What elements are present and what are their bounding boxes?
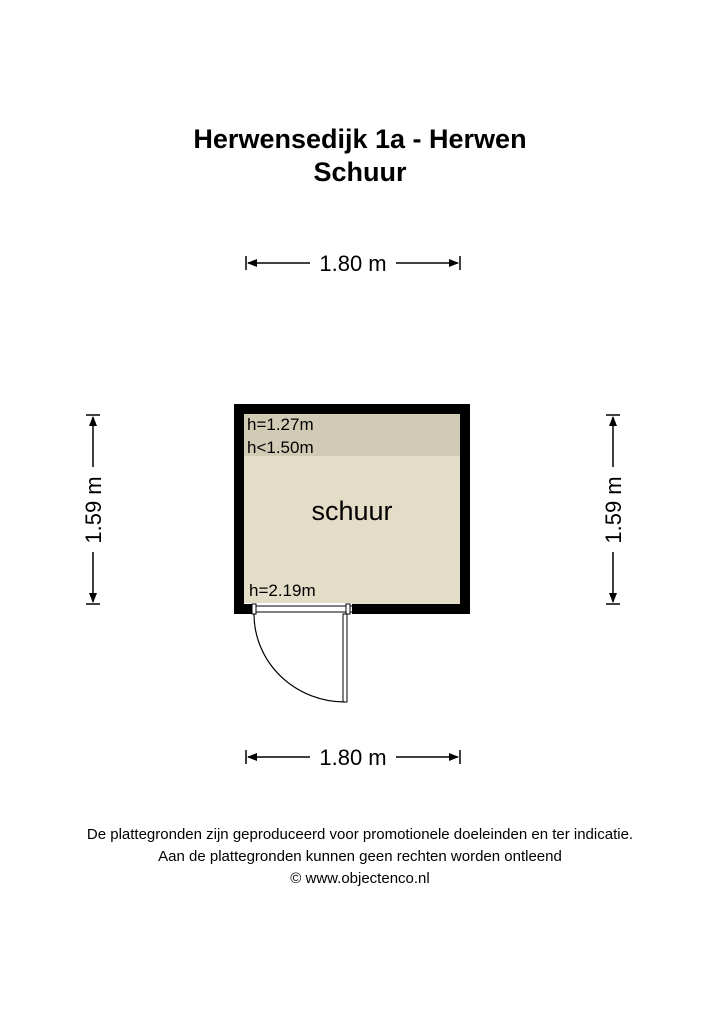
height-label-2: h<1.50m bbox=[247, 438, 314, 457]
door-opening bbox=[244, 603, 352, 615]
top-width-label: 1.80 m bbox=[319, 251, 387, 276]
copyright-line: © www.objectenco.nl bbox=[290, 870, 430, 887]
left-height-label: 1.59 m bbox=[81, 476, 106, 544]
room-schuur bbox=[234, 404, 470, 702]
door bbox=[254, 614, 347, 702]
door-swing-arc bbox=[254, 614, 345, 702]
plan-title: Herwensedijk 1a - Herwen bbox=[193, 124, 527, 154]
bottom-width-label: 1.80 m bbox=[319, 745, 387, 770]
bottom-dimension bbox=[246, 745, 460, 770]
disclaimer-line-1: De plattegronden zijn geproduceerd voor promotionele doeleinden en ter indicatie. bbox=[86, 826, 634, 843]
door-leaf bbox=[343, 614, 347, 702]
disclaimer-line-2: Aan de plattegronden kunnen geen rechten worden ontleend bbox=[158, 848, 562, 865]
top-dimension bbox=[246, 251, 460, 276]
left-dimension bbox=[81, 415, 106, 604]
right-height-label: 1.59 m bbox=[601, 476, 626, 544]
plan-subtitle: Schuur bbox=[313, 157, 407, 187]
room-name: schuur bbox=[311, 496, 393, 526]
height-label-1: h=1.27m bbox=[247, 415, 314, 434]
right-dimension bbox=[601, 415, 626, 604]
height-label-3: h=2.19m bbox=[249, 581, 316, 600]
